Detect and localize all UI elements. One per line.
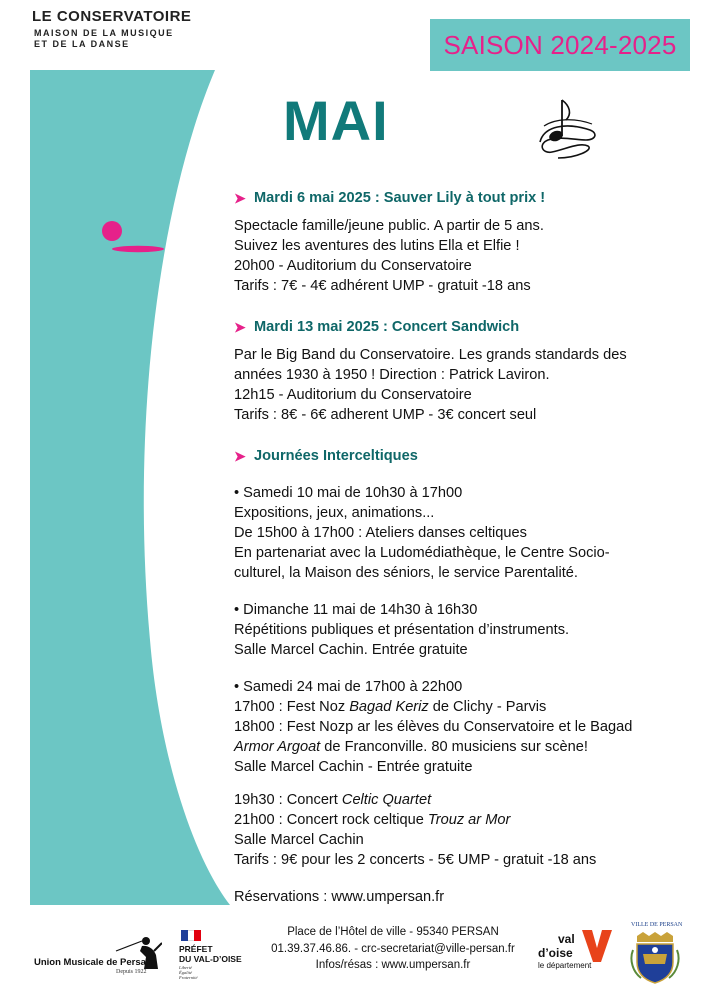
contact-line: 01.39.37.46.86. - crc-secretariat@ville-persan.fr bbox=[271, 942, 515, 955]
logo-subtitle-2: ET DE LA DANSE bbox=[34, 39, 130, 49]
crest-icon bbox=[629, 930, 681, 984]
flag-icon bbox=[181, 930, 201, 941]
season-title: SAISON 2024-2025 bbox=[443, 29, 677, 60]
logo-subtitle-1: MAISON DE LA MUSIQUE bbox=[34, 28, 174, 38]
event-line: En partenariat avec la Ludomédiathèque, le Centre Socio- bbox=[234, 545, 610, 561]
event-line: Salle Marcel Cachin - Entrée gratuite bbox=[234, 759, 473, 775]
info-line: Infos/résas : www.umpersan.fr bbox=[315, 959, 471, 971]
event-title-text: Mardi 13 mai 2025 : Concert Sandwich bbox=[254, 319, 520, 335]
address-line: Place de l’Hôtel de ville - 95340 PERSAN bbox=[287, 926, 499, 938]
valdoise-doise: d’oise bbox=[538, 946, 573, 960]
prefet-motto: Liberté Égalité Fraternité bbox=[179, 965, 198, 980]
event-line: Tarifs : 7€ - 4€ adhérent UMP - gratuit -18 ans bbox=[234, 278, 531, 294]
footer-address bbox=[258, 924, 528, 974]
magenta-dot bbox=[102, 221, 122, 241]
ump-logo bbox=[30, 933, 160, 978]
event-line: 17h00 : Fest Noz Bagad Keriz de Clichy - Parvis bbox=[234, 699, 547, 715]
month-title: MAI bbox=[283, 89, 389, 152]
valdoise-val: val bbox=[558, 932, 575, 946]
event-line: Tarifs : 8€ - 6€ adherent UMP - 3€ concert seul bbox=[234, 407, 537, 423]
event-line: culturel, la Maison des séniors, le service Parentalité. bbox=[234, 565, 578, 581]
event-line: De 15h00 à 17h00 : Ateliers danses celtiques bbox=[234, 525, 527, 541]
ville-persan-crest bbox=[625, 922, 685, 984]
valdoise-logo bbox=[536, 930, 612, 976]
event-line: 20h00 - Auditorium du Conservatoire bbox=[234, 258, 472, 274]
ump-since: Depuis 1922 bbox=[116, 969, 147, 975]
event-title-text: Journées Interceltiques bbox=[254, 448, 418, 464]
day-heading: • Samedi 10 mai de 10h30 à 17h00 bbox=[234, 485, 463, 501]
conservatoire-logo bbox=[32, 8, 190, 52]
day-heading: • Samedi 24 mai de 17h00 à 22h00 bbox=[234, 679, 463, 695]
season-banner bbox=[430, 19, 690, 71]
logo-bar bbox=[179, 26, 190, 52]
prefet-logo bbox=[179, 930, 249, 980]
reservation-line: Réservations : www.umpersan.fr bbox=[234, 889, 445, 905]
persan-label: VILLE DE PERSAN bbox=[631, 922, 683, 928]
event-line: 18h00 : Fest Nozp ar les élèves du Conservatoire et le Bagad bbox=[234, 719, 633, 735]
valdoise-departement: le département bbox=[538, 961, 592, 970]
event-line: Suivez les aventures des lutins Ella et Elfie ! bbox=[234, 238, 520, 254]
event-title bbox=[234, 188, 684, 208]
event-line: Tarifs : 9€ pour les 2 concerts - 5€ UMP - gratuit -18 ans bbox=[234, 852, 597, 868]
arrow-icon: ➤ bbox=[234, 448, 246, 464]
prefet-line2: DU VAL-D’OISE bbox=[179, 954, 242, 964]
day-heading: • Dimanche 11 mai de 14h30 à 16h30 bbox=[234, 602, 478, 618]
event-line: 21h00 : Concert rock celtique Trouz ar Mor bbox=[234, 812, 511, 828]
event-line: années 1930 à 1950 ! Direction : Patrick Laviron. bbox=[234, 367, 550, 383]
programme-content bbox=[234, 188, 684, 907]
music-note-icon bbox=[536, 96, 600, 162]
prefet-line1: PRÉFET bbox=[179, 944, 213, 954]
event-line: Salle Marcel Cachin. Entrée gratuite bbox=[234, 642, 468, 658]
event-line: Spectacle famille/jeune public. A partir de 5 ans. bbox=[234, 218, 544, 234]
ump-name: Union Musicale de Persan bbox=[34, 957, 152, 968]
magenta-dash bbox=[112, 246, 164, 252]
event-line: 12h15 - Auditorium du Conservatoire bbox=[234, 387, 472, 403]
logo-title: LE CONSERVATOIRE bbox=[32, 8, 192, 25]
event-line: Par le Big Band du Conservatoire. Les grands standards des bbox=[234, 347, 627, 363]
event-title-text: Mardi 6 mai 2025 : Sauver Lily à tout prix ! bbox=[254, 190, 546, 206]
event-title bbox=[234, 317, 684, 337]
event-line: Armor Argoat de Franconville. 80 musiciens sur scène! bbox=[234, 739, 588, 755]
event-line: Expositions, jeux, animations... bbox=[234, 505, 435, 521]
event-title bbox=[234, 446, 684, 466]
arrow-icon: ➤ bbox=[234, 319, 246, 335]
event-line: 19h30 : Concert Celtic Quartet bbox=[234, 792, 432, 808]
arrow-icon: ➤ bbox=[234, 190, 246, 206]
event-line: Salle Marcel Cachin bbox=[234, 832, 364, 848]
valdoise-v-icon bbox=[582, 930, 612, 962]
event-line: Répétitions publiques et présentation d’instruments. bbox=[234, 622, 570, 638]
